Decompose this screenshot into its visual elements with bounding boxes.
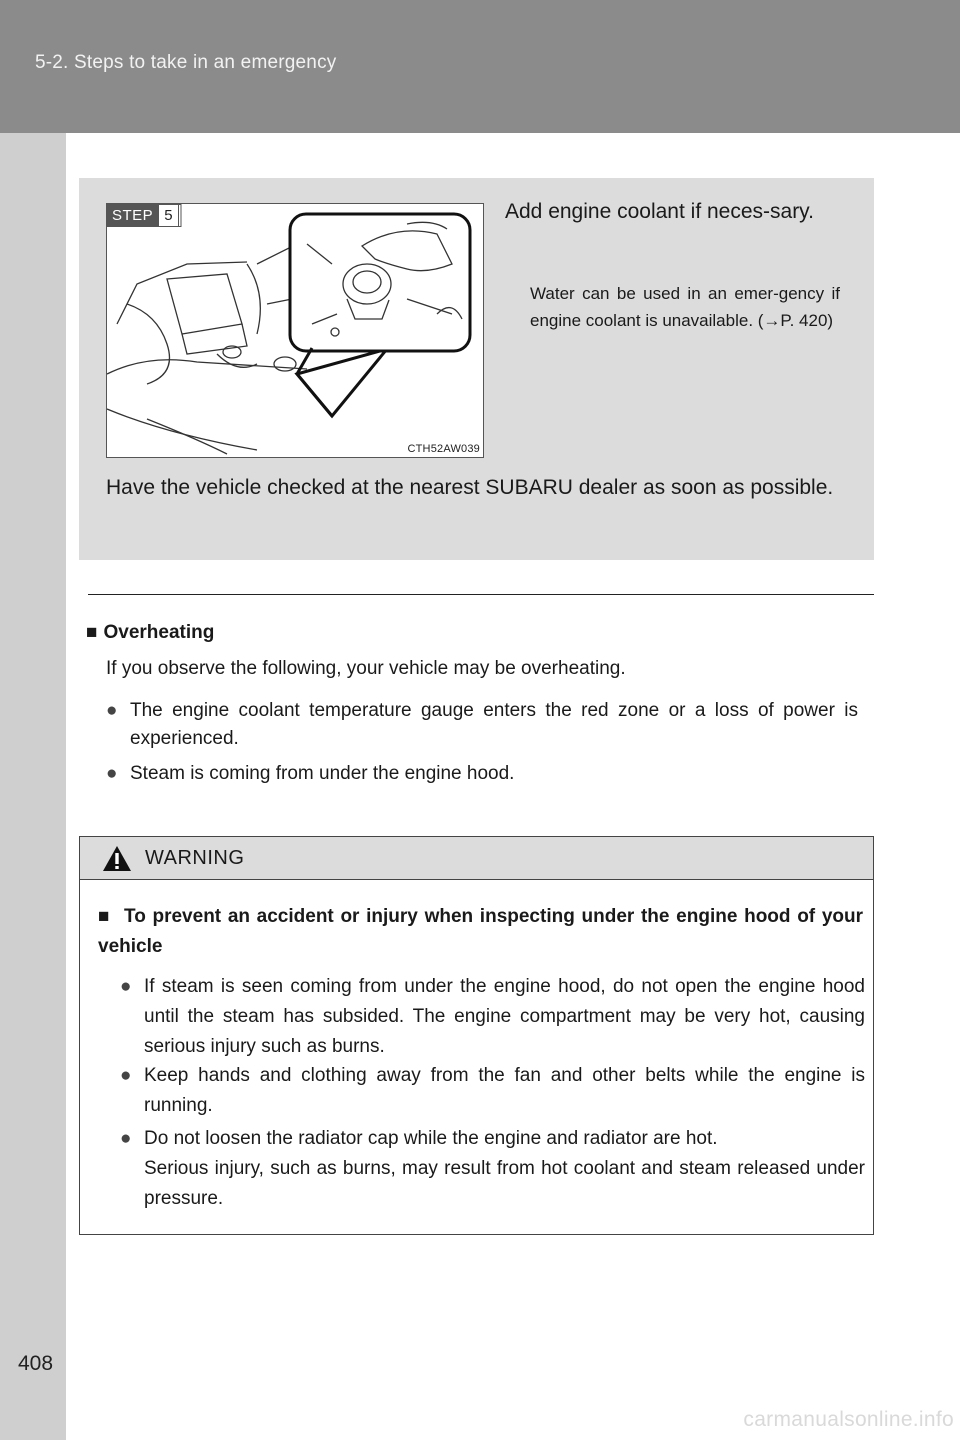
list-item: [120, 972, 865, 1062]
list-item-text: Steam is coming from under the engine hood.: [130, 763, 515, 784]
list-item-text: If steam is seen coming from under the engine hood, do not open the engine hood until the steam has subsided. The engine compartment may be very hot, causing serious injury such as burns.: [144, 976, 865, 1057]
divider: [88, 594, 874, 595]
list-item-text: Do not loosen the radiator cap while the engine and radiator are hot.: [144, 1128, 718, 1149]
bullet-dot-icon: ●: [120, 976, 132, 997]
warning-subheading-text: To prevent an accident or injury when inspecting under the engine hood of your vehicle: [98, 906, 863, 957]
bullet-dot-icon: ●: [106, 763, 118, 784]
engine-illustration: [106, 203, 484, 458]
step-note: Water can be used in an emer-gency if engine coolant is unavailable. (→P. 420): [530, 284, 840, 330]
section-title: 5-2. Steps to take in an emergency: [35, 52, 337, 73]
section-intro: If you observe the following, your vehicle may be overheating.: [106, 658, 626, 679]
step-number: 5: [158, 204, 178, 227]
step-instruction: Add engine coolant if neces-sary.: [505, 200, 814, 223]
section-heading-text: Overheating: [103, 622, 215, 643]
step-badge-label: [107, 204, 179, 227]
warning-subheading: [98, 902, 863, 962]
side-strip: [0, 133, 66, 1440]
bullet-dot-icon: ●: [120, 1065, 132, 1086]
list-item: [106, 760, 858, 788]
warning-continuation: Serious injury, such as burns, may result from hot coolant and steam released under pressure.: [144, 1158, 865, 1209]
square-bullet-icon: ■: [98, 906, 110, 927]
warning-box: [79, 836, 874, 1235]
step-followup: Have the vehicle checked at the nearest SUBARU dealer as soon as possible.: [106, 476, 834, 499]
section-heading: [86, 622, 214, 644]
page-number: 408: [18, 1352, 54, 1375]
list-item: [120, 1124, 865, 1154]
warning-triangle-icon: [102, 845, 132, 872]
figure-code: CTH52AW039: [407, 443, 480, 455]
bullet-dot-icon: ●: [120, 1128, 132, 1149]
square-bullet-icon: ■: [86, 622, 98, 643]
list-item-text: The engine coolant temperature gauge enters the red zone or a loss of power is experienced.: [130, 700, 858, 749]
warning-header: [80, 837, 873, 880]
list-item: [120, 1061, 865, 1121]
list-item-text: Keep hands and clothing away from the fan and other belts while the engine is running.: [144, 1065, 865, 1116]
warning-title: WARNING: [145, 847, 245, 869]
bullet-dot-icon: ●: [106, 700, 118, 721]
list-item: [106, 697, 858, 753]
watermark: carmanualsonline.info: [743, 1408, 954, 1431]
page-header: [0, 0, 960, 133]
step-word: STEP: [107, 204, 158, 227]
engine-bay-drawing: [107, 204, 484, 458]
